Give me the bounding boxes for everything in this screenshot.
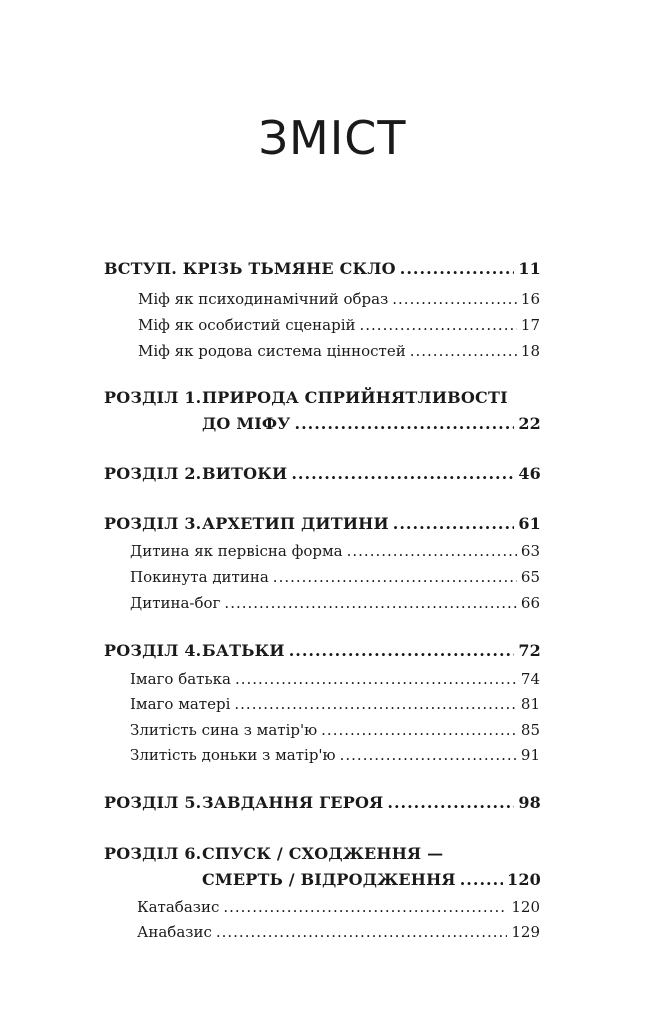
chapter-title: ВИТОКИ	[202, 464, 288, 483]
toc-label: Імаго матері	[130, 695, 231, 713]
toc-page-number: 91	[520, 746, 540, 764]
toc-page-number: 63	[520, 542, 540, 560]
toc-entry-ch5[interactable]	[104, 790, 541, 816]
toc-page-number: 74	[520, 670, 540, 688]
toc-label: Покинута дитина	[130, 568, 269, 586]
toc-entry-ch4-s1[interactable]	[130, 666, 540, 692]
toc-label: Злитість сина з матір'ю	[130, 721, 318, 739]
toc-page-number: 98	[518, 793, 541, 812]
toc-leader	[289, 638, 515, 664]
toc-leader	[347, 538, 517, 564]
toc-entry-ch4-s2[interactable]	[130, 691, 540, 717]
toc-entry-intro-s2[interactable]	[138, 312, 540, 338]
toc-leader	[273, 564, 517, 590]
toc-label: Дитина як первісна форма	[130, 542, 343, 560]
toc-page-number: 81	[520, 695, 540, 713]
toc-entry-ch6-s2[interactable]	[137, 919, 540, 945]
toc-entry-ch3-s2[interactable]	[130, 564, 540, 590]
toc-entry-intro[interactable]	[104, 256, 541, 282]
toc-leader	[295, 411, 515, 437]
toc-page-number: 61	[518, 514, 541, 533]
toc-label: Дитина-бог	[130, 594, 221, 612]
chapter-number: РОЗДІЛ 5.	[104, 793, 202, 812]
toc-leader	[400, 256, 515, 282]
chapter-title: БАТЬКИ	[202, 641, 285, 660]
toc-label: СМЕРТЬ / ВІДРОДЖЕННЯ	[202, 870, 456, 889]
toc-page-number: 17	[520, 316, 540, 334]
toc-page-number: 22	[518, 414, 541, 433]
toc-entry-ch4-s3[interactable]	[130, 717, 540, 743]
toc-page-number: 120	[507, 870, 541, 889]
toc-page-number: 120	[511, 898, 540, 916]
toc-leader	[460, 867, 503, 893]
toc-entry-ch1-heading[interactable]	[104, 385, 508, 411]
toc-leader	[216, 919, 508, 945]
toc-page-number: 18	[520, 342, 540, 360]
toc-label: Катабазис	[137, 898, 220, 916]
toc-leader	[223, 894, 507, 920]
chapter-number: РОЗДІЛ 4.	[104, 641, 202, 660]
toc-label: Міф як особистий сценарій	[138, 316, 356, 334]
toc-entry-ch6-heading[interactable]	[104, 841, 443, 867]
chapter-number: РОЗДІЛ 3.	[104, 514, 202, 533]
toc-entry-ch1[interactable]	[202, 411, 541, 437]
toc-leader	[224, 590, 516, 616]
toc-entry-ch2[interactable]	[104, 461, 541, 487]
chapter-title: ЗАВДАННЯ ГЕРОЯ	[202, 793, 384, 812]
toc-page-number: 129	[511, 923, 540, 941]
toc-label: ВСТУП. КРІЗЬ ТЬМЯНЕ СКЛО	[104, 259, 396, 278]
toc-entry-intro-s3[interactable]	[138, 338, 540, 364]
toc-label: Міф як родова система цінностей	[138, 342, 406, 360]
toc-entry-ch4[interactable]	[104, 638, 541, 664]
chapter-title: СПУСК / СХОДЖЕННЯ —	[202, 844, 444, 863]
toc-entry-ch3-s1[interactable]	[130, 538, 540, 564]
toc-label: Анабазис	[137, 923, 212, 941]
chapter-number: РОЗДІЛ 6.	[104, 844, 202, 863]
toc-leader	[393, 511, 515, 537]
chapter-title: ПРИРОДА СПРИЙНЯТЛИВОСТІ	[202, 388, 508, 407]
toc-leader	[321, 717, 517, 743]
toc-leader	[360, 312, 517, 338]
toc-entry-ch4-s4[interactable]	[130, 742, 540, 768]
toc-leader	[387, 790, 514, 816]
toc-entry-ch3-s3[interactable]	[130, 590, 540, 616]
chapter-number: РОЗДІЛ 1.	[104, 388, 202, 407]
page-title: ЗМІСТ	[258, 111, 407, 165]
toc-leader	[291, 461, 514, 487]
toc-page-number: 46	[518, 464, 541, 483]
toc-leader	[234, 691, 517, 717]
toc-label: Злитість доньки з матір'ю	[130, 746, 336, 764]
toc-entry-ch3[interactable]	[104, 511, 541, 537]
toc-leader	[235, 666, 517, 692]
toc-label: Імаго батька	[130, 670, 231, 688]
toc-page-number: 65	[520, 568, 540, 586]
toc-leader	[410, 338, 517, 364]
toc-page-number: 72	[518, 641, 541, 660]
toc-leader	[340, 742, 517, 768]
toc-page-number: 11	[518, 259, 541, 278]
toc-label: ДО МІФУ	[202, 414, 291, 433]
toc-page-number: 66	[520, 594, 540, 612]
chapter-number: РОЗДІЛ 2.	[104, 464, 202, 483]
toc-page-number: 16	[520, 290, 540, 308]
toc-entry-ch6-s1[interactable]	[137, 894, 540, 920]
toc-label: Міф як психодинамічний образ	[138, 290, 389, 308]
toc-entry-intro-s1[interactable]	[138, 286, 540, 312]
toc-page-number: 85	[520, 721, 540, 739]
toc-entry-ch6[interactable]	[202, 867, 541, 893]
chapter-title: АРХЕТИП ДИТИНИ	[202, 514, 389, 533]
toc-leader	[392, 286, 517, 312]
